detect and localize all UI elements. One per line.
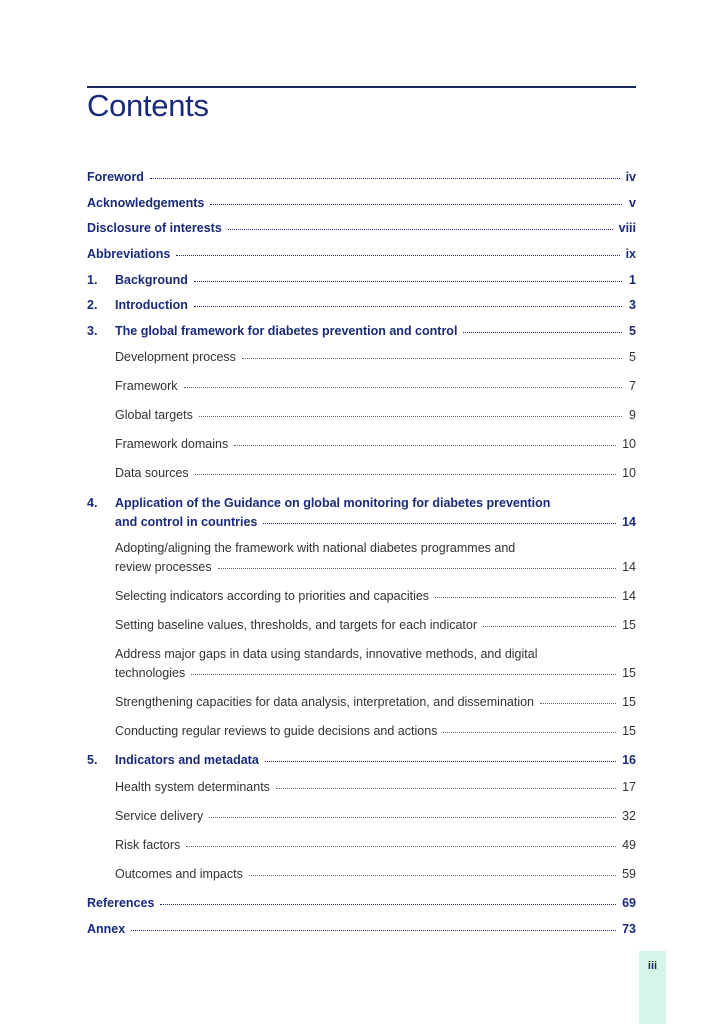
toc-entry-references[interactable] bbox=[87, 896, 636, 910]
toc-page: ix bbox=[625, 247, 636, 261]
toc-page: 49 bbox=[622, 838, 636, 852]
toc-page: 15 bbox=[622, 618, 636, 632]
toc-subentry-address-gaps-line1[interactable] bbox=[87, 647, 636, 661]
toc-label: Foreword bbox=[87, 170, 144, 184]
toc-label: Acknowledgements bbox=[87, 196, 205, 210]
toc-page: 15 bbox=[622, 666, 636, 680]
toc-subentry-service-delivery[interactable] bbox=[87, 809, 636, 823]
toc-entry-application-line2[interactable] bbox=[87, 515, 636, 529]
toc-label: Indicators and metadata bbox=[115, 753, 259, 767]
toc-subentry-development-process[interactable] bbox=[87, 350, 636, 364]
leader-dots bbox=[176, 254, 619, 256]
toc-label: Health system determinants bbox=[115, 780, 270, 794]
toc-label: Address major gaps in data using standards, innovative methods, and digital bbox=[115, 647, 538, 661]
leader-dots bbox=[209, 816, 616, 818]
toc-number: 4. bbox=[87, 496, 98, 510]
leader-dots bbox=[242, 357, 622, 359]
toc-page: v bbox=[629, 196, 636, 210]
toc-subentry-risk-factors[interactable] bbox=[87, 838, 636, 852]
toc-subentry-regular-reviews[interactable] bbox=[87, 724, 636, 738]
toc-label: Abbreviations bbox=[87, 247, 171, 261]
leader-dots bbox=[463, 331, 622, 333]
toc-subentry-strengthening[interactable] bbox=[87, 695, 636, 709]
toc-page: 10 bbox=[622, 466, 636, 480]
toc-subentry-data-sources[interactable] bbox=[87, 466, 636, 480]
leader-dots bbox=[249, 874, 616, 876]
leader-dots bbox=[195, 473, 616, 475]
toc-label: Development process bbox=[115, 350, 236, 364]
toc-page: 69 bbox=[622, 896, 636, 910]
toc-entry-foreword[interactable] bbox=[87, 170, 636, 184]
toc-page: 3 bbox=[629, 298, 636, 312]
toc-page: 15 bbox=[622, 724, 636, 738]
toc-entry-introduction[interactable] bbox=[87, 298, 636, 312]
toc-entry-background[interactable] bbox=[87, 273, 636, 287]
toc-entry-application-line1[interactable] bbox=[87, 496, 636, 510]
toc-page: 9 bbox=[629, 408, 636, 422]
toc-subentry-adopting-line2[interactable] bbox=[87, 560, 636, 574]
toc-number: 2. bbox=[87, 298, 98, 312]
toc-label: Framework domains bbox=[115, 437, 229, 451]
toc-page: 14 bbox=[622, 560, 636, 574]
toc-label: Global targets bbox=[115, 408, 193, 422]
leader-dots bbox=[218, 567, 617, 569]
toc-label: Selecting indicators according to priorities and capacities bbox=[115, 589, 430, 603]
toc-page: 14 bbox=[622, 515, 636, 529]
leader-dots bbox=[194, 305, 622, 307]
toc-page: 10 bbox=[622, 437, 636, 451]
leader-dots bbox=[540, 702, 616, 704]
toc-page: 15 bbox=[622, 695, 636, 709]
leader-dots bbox=[483, 625, 616, 627]
toc-page: 7 bbox=[629, 379, 636, 393]
leader-dots bbox=[184, 386, 622, 388]
toc-label: Conducting regular reviews to guide decisions and actions bbox=[115, 724, 438, 738]
leader-dots bbox=[234, 444, 616, 446]
toc-label: Data sources bbox=[115, 466, 189, 480]
leader-dots bbox=[186, 845, 616, 847]
toc-label: Service delivery bbox=[115, 809, 204, 823]
toc-subentry-framework[interactable] bbox=[87, 379, 636, 393]
toc-entry-disclosure[interactable] bbox=[87, 221, 636, 235]
toc-label: The global framework for diabetes prevention and control bbox=[115, 324, 458, 338]
leader-dots bbox=[435, 596, 616, 598]
toc-label: Background bbox=[115, 273, 188, 287]
toc-label: Application of the Guidance on global monitoring for diabetes prevention bbox=[115, 496, 551, 510]
toc-label: technologies bbox=[115, 666, 186, 680]
toc-subentry-adopting-line1[interactable] bbox=[87, 541, 636, 555]
toc-subentry-health-system[interactable] bbox=[87, 780, 636, 794]
leader-dots bbox=[263, 522, 616, 524]
toc-entry-annex[interactable] bbox=[87, 922, 636, 936]
leader-dots bbox=[276, 787, 616, 789]
toc-page: 16 bbox=[622, 753, 636, 767]
leader-dots bbox=[199, 415, 622, 417]
toc-entry-abbreviations[interactable] bbox=[87, 247, 636, 261]
toc-number: 1. bbox=[87, 273, 98, 287]
toc-label: Risk factors bbox=[115, 838, 181, 852]
toc-subentry-outcomes[interactable] bbox=[87, 867, 636, 881]
toc-number: 3. bbox=[87, 324, 98, 338]
page-title: Contents bbox=[87, 88, 209, 123]
leader-dots bbox=[160, 903, 616, 905]
leader-dots bbox=[210, 203, 622, 205]
toc-subentry-framework-domains[interactable] bbox=[87, 437, 636, 451]
leader-dots bbox=[150, 177, 620, 179]
toc-label: Disclosure of interests bbox=[87, 221, 222, 235]
toc-label: Framework bbox=[115, 379, 178, 393]
toc-label: Outcomes and impacts bbox=[115, 867, 243, 881]
leader-dots bbox=[443, 731, 616, 733]
leader-dots bbox=[194, 280, 622, 282]
toc-page: iv bbox=[625, 170, 636, 184]
toc-page: 73 bbox=[622, 922, 636, 936]
toc-page: 59 bbox=[622, 867, 636, 881]
toc-label: review processes bbox=[115, 560, 212, 574]
toc-entry-global-framework[interactable] bbox=[87, 324, 636, 338]
leader-dots bbox=[191, 673, 616, 675]
toc-label: Setting baseline values, thresholds, and targets for each indicator bbox=[115, 618, 478, 632]
toc-number: 5. bbox=[87, 753, 98, 767]
toc-label: and control in countries bbox=[115, 515, 258, 529]
toc-page: 14 bbox=[622, 589, 636, 603]
toc-label: Strengthening capacities for data analysis, interpretation, and dissemination bbox=[115, 695, 535, 709]
toc-page: 17 bbox=[622, 780, 636, 794]
toc-page: 1 bbox=[629, 273, 636, 287]
toc-page: 32 bbox=[622, 809, 636, 823]
toc-page: 5 bbox=[629, 324, 636, 338]
toc-label: Adopting/aligning the framework with national diabetes programmes and bbox=[115, 541, 516, 555]
toc-subentry-selecting-indicators[interactable] bbox=[87, 589, 636, 603]
toc-entry-indicators[interactable] bbox=[87, 753, 636, 767]
toc-page: viii bbox=[618, 221, 636, 235]
leader-dots bbox=[131, 929, 616, 931]
toc-page: 5 bbox=[629, 350, 636, 364]
toc-subentry-address-gaps-line2[interactable] bbox=[87, 666, 636, 680]
toc-subentry-setting-baseline[interactable] bbox=[87, 618, 636, 632]
page-number: iii bbox=[647, 960, 658, 972]
toc-label: Introduction bbox=[115, 298, 188, 312]
leader-dots bbox=[228, 228, 613, 230]
leader-dots bbox=[265, 760, 616, 762]
toc-subentry-global-targets[interactable] bbox=[87, 408, 636, 422]
toc-label: References bbox=[87, 896, 155, 910]
toc-entry-acknowledgements[interactable] bbox=[87, 196, 636, 210]
toc-label: Annex bbox=[87, 922, 126, 936]
